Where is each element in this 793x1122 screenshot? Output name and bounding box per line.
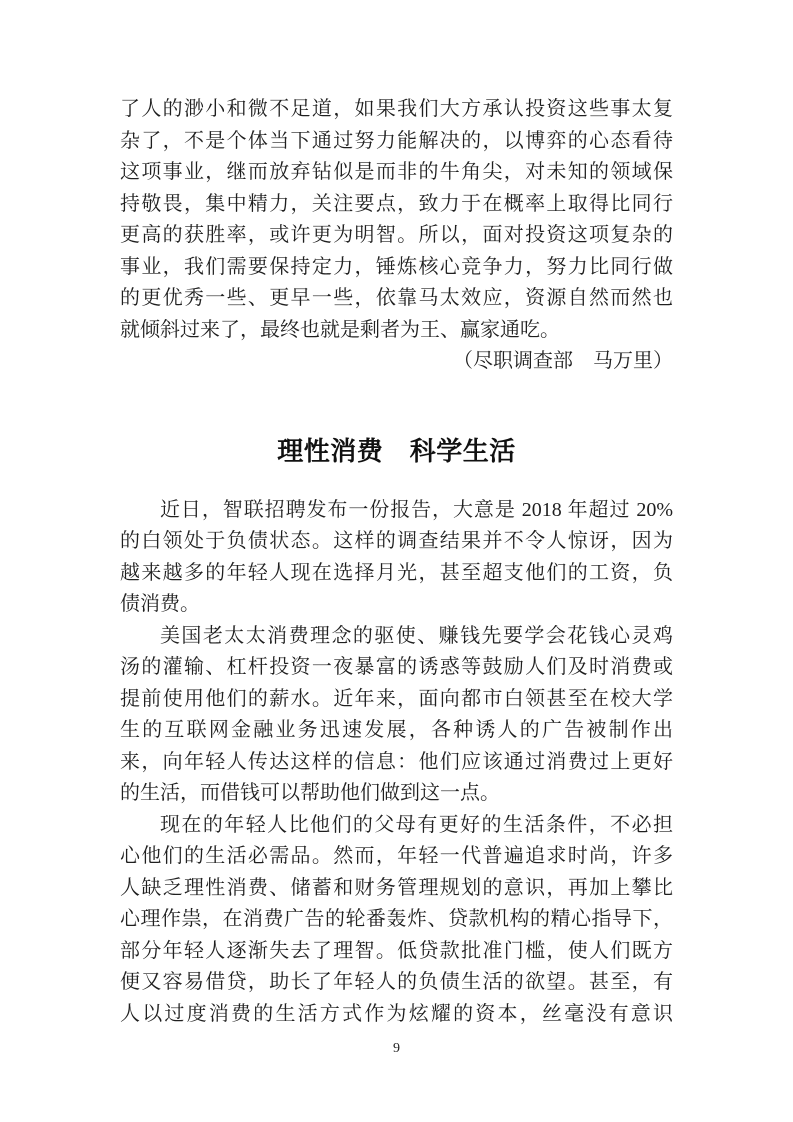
text-line: 债消费。 [120, 593, 200, 615]
text-line: 了人的渺小和微不足道，如果我们大方承认投资这些事太复 [120, 98, 673, 120]
text-line: 持敬畏，集中精力，关注要点，致力于在概率上取得比同行 [120, 192, 673, 215]
paragraph [120, 810, 673, 1031]
text-line: 美国老太太消费理念的驱使、赚钱先要学会花钱心灵鸡 [160, 624, 673, 647]
section-title: 理性消费 科学生活 [277, 435, 516, 466]
text-line: 人缺乏理性消费、储蓄和财务管理规划的意识，再加上攀比 [120, 876, 673, 899]
text-block [120, 94, 673, 1030]
paragraph [120, 621, 673, 810]
text-line: 更高的获胜率，或许更为明智。所以，面对投资这项复杂的 [120, 224, 673, 246]
text-line: 杂了，不是个体当下通过努力能解决的，以博弈的心态看待 [120, 129, 673, 152]
attribution-line: （尽职调查部 马万里） [453, 350, 673, 372]
page-number: 9 [393, 1041, 400, 1056]
text-line: 的更优秀一些、更早一些，依靠马太效应，资源自然而然也 [120, 287, 673, 309]
text-line: 越来越多的年轻人现在选择月光，甚至超支他们的工资，负 [120, 561, 673, 584]
paragraph [120, 495, 673, 621]
text-line: 这项事业，继而放弃钻似是而非的牛角尖，对未知的领域保 [120, 161, 673, 183]
paragraph [120, 94, 673, 346]
text-line: 便又容易借贷，助长了年轻人的负债生活的欲望。甚至，有 [120, 971, 673, 993]
text-line: 心他们的生活必需品。然而，年轻一代普遍追求时尚，许多 [120, 845, 673, 867]
text-line: 的生活，而借钱可以帮助他们做到这一点。 [120, 782, 500, 804]
text-line: 人以过度消费的生活方式作为炫耀的资本，丝毫没有意识 [120, 1002, 673, 1025]
section-paragraphs [120, 495, 673, 1031]
text-line: 事业，我们需要保持定力，锤炼核心竞争力，努力比同行做 [120, 255, 673, 278]
text-line: 部分年轻人逐渐失去了理智。低贷款批准门槛，使人们既方 [120, 939, 673, 962]
text-line: 提前使用他们的薪水。近年来，面向都市白领甚至在校大学 [120, 687, 673, 710]
text-line: 汤的灌输、杠杆投资一夜暴富的诱惑等鼓励人们及时消费或 [120, 656, 673, 678]
text-line: 就倾斜过来了，最终也就是剩者为王、赢家通吃。 [120, 318, 560, 341]
text-line: 的白领处于负债状态。这样的调查结果并不令人惊讶，因为 [120, 530, 673, 552]
text-line: 生的互联网金融业务迅速发展，各种诱人的广告被制作出 [120, 719, 673, 741]
continuation-paragraph [120, 94, 673, 346]
text-line: 来，向年轻人传达这样的信息：他们应该通过消费过上更好 [120, 750, 673, 773]
text-line: 近日，智联招聘发布一份报告，大意是 2018 年超过 20% [160, 498, 673, 521]
text-line: 现在的年轻人比他们的父母有更好的生活条件，不必担 [160, 813, 673, 836]
text-line: 心理作祟，在消费广告的轮番轰炸、贷款机构的精心指导下， [120, 908, 673, 930]
